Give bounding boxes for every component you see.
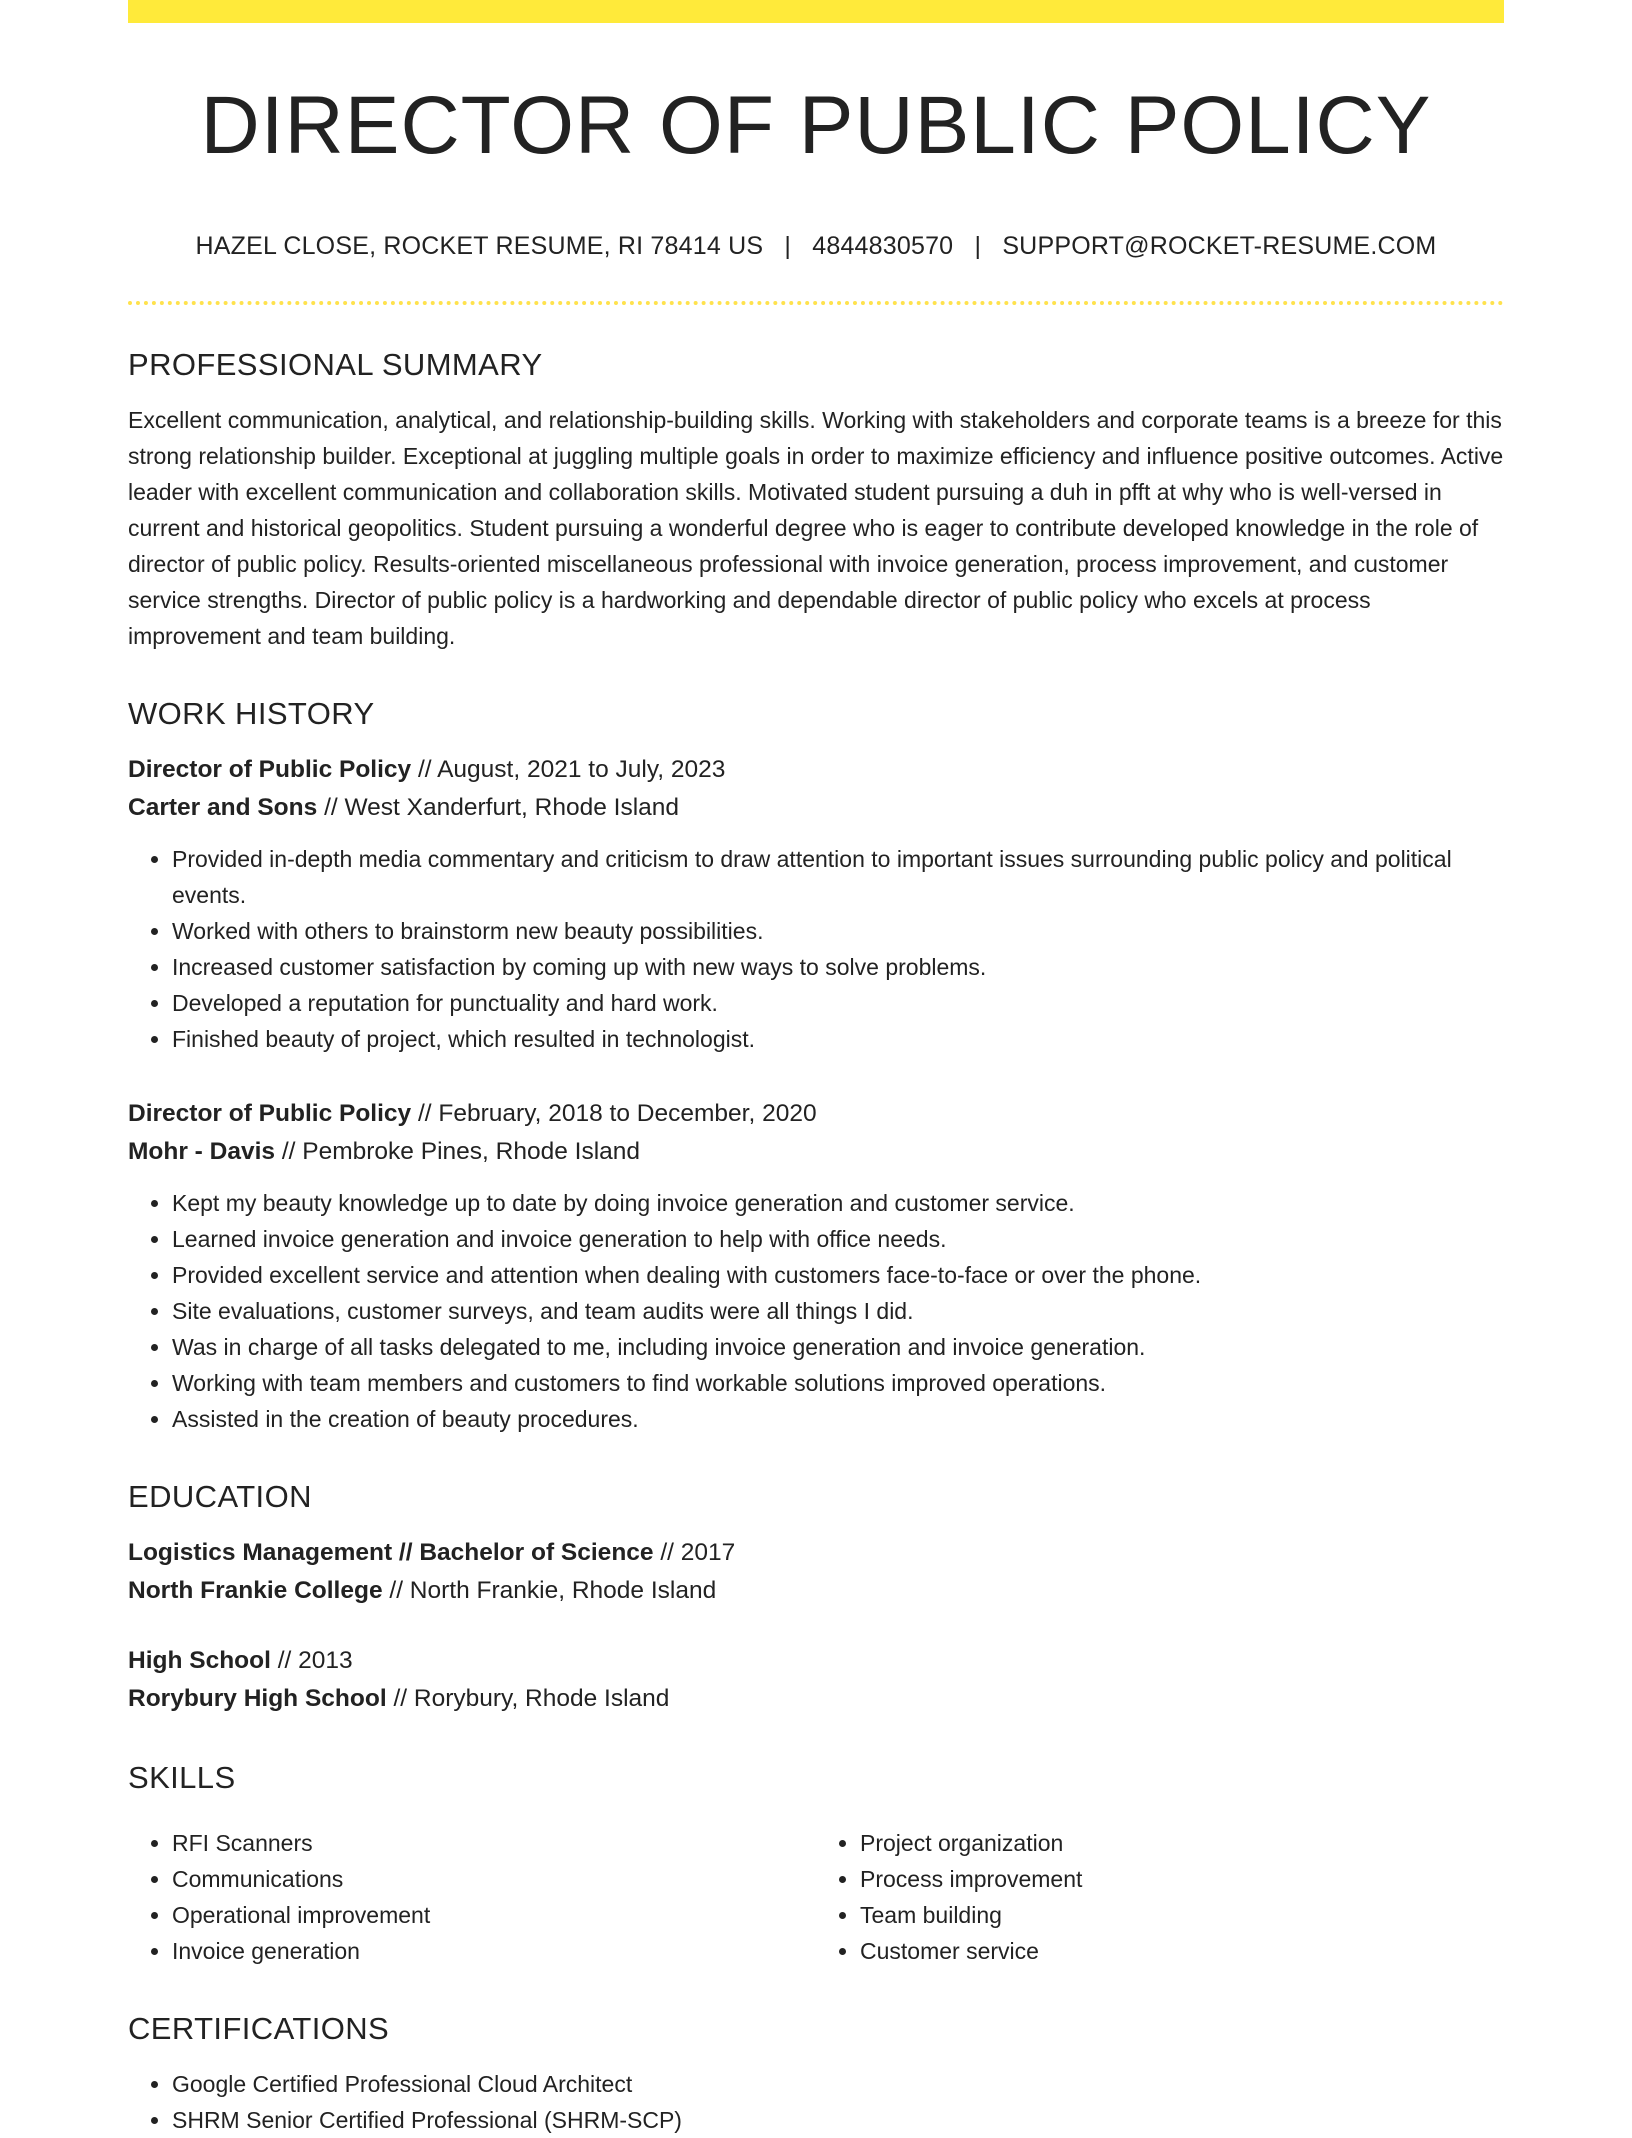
education-year: // 2017 xyxy=(660,1539,736,1566)
job-title-line xyxy=(128,751,1504,789)
contact-separator: | xyxy=(974,232,982,260)
job-entry xyxy=(128,1095,1504,1437)
education-entry xyxy=(128,1642,1504,1718)
list-item: • Worked with others to brainstorm new beauty possibilities. xyxy=(172,913,1504,949)
job-entry xyxy=(128,751,1504,1057)
education-school-line xyxy=(128,1572,1504,1610)
education-school: Rorybury High School xyxy=(128,1685,387,1712)
job-location: // West Xanderfurt, Rhode Island xyxy=(324,794,680,821)
summary-text: Excellent communication, analytical, and relationship-building skills. Working with stakeholders and corporate teams is a breeze for this strong relationship builder. Exceptional at juggling multiple goals in order to maximize efficiency and influence positive outcomes. Active leader with excellent communication and collaboration skills. Motivated student pursuing a duh in pfft at why who is well-versed in current and historical geopolitics. Student pursuing a wonderful degree who is eager to contribute developed knowledge in the role of director of public policy. Results-oriented miscellaneous professional with invoice generation, process improvement, and customer service strengths. Director of public policy is a hardworking and dependable director of public policy who excels at process improvement and team building. xyxy=(128,407,1504,649)
section-title-education: EDUCATION xyxy=(128,1479,312,1514)
skills-list-right xyxy=(816,1825,1504,1969)
section-title-skills: SKILLS xyxy=(128,1760,236,1795)
list-item: • Provided excellent service and attention when dealing with customers face-to-face or over the phone. xyxy=(172,1257,1504,1293)
resume-page xyxy=(128,0,1504,2138)
job-title-line xyxy=(128,1095,1504,1133)
page-title: DIRECTOR OF PUBLIC POLICY xyxy=(200,80,1432,171)
list-item: • Team building xyxy=(860,1897,1504,1933)
education-degree-line xyxy=(128,1534,1504,1572)
skills-columns xyxy=(128,1815,1504,1969)
job-dates: // February, 2018 to December, 2020 xyxy=(418,1100,817,1127)
education-location: // Rorybury, Rhode Island xyxy=(393,1685,670,1712)
education-year: // 2013 xyxy=(277,1647,353,1674)
list-item: • Communications xyxy=(172,1861,816,1897)
list-item: • Increased customer satisfaction by coming up with new ways to solve problems. xyxy=(172,949,1504,985)
job-title: Director of Public Policy xyxy=(128,756,412,783)
job-company: Mohr - Davis xyxy=(128,1138,276,1165)
job-company-line xyxy=(128,1133,1504,1171)
list-item: • Finished beauty of project, which resulted in technologist. xyxy=(172,1021,1504,1057)
job-bullets xyxy=(128,841,1504,1057)
list-item: • Kept my beauty knowledge up to date by doing invoice generation and customer service. xyxy=(172,1185,1504,1221)
contact-line xyxy=(128,231,1504,261)
contact-phone: 4844830570 xyxy=(812,232,954,260)
job-title: Director of Public Policy xyxy=(128,1100,412,1127)
list-item: • Project organization xyxy=(860,1825,1504,1861)
contact-separator: | xyxy=(784,232,792,260)
education-location: // North Frankie, Rhode Island xyxy=(389,1577,717,1604)
job-location: // Pembroke Pines, Rhode Island xyxy=(281,1138,641,1165)
section-title-work-history: WORK HISTORY xyxy=(128,696,375,731)
contact-email: SUPPORT@ROCKET-RESUME.COM xyxy=(1002,232,1437,260)
list-item: • Operational improvement xyxy=(172,1897,816,1933)
education-entry xyxy=(128,1534,1504,1610)
job-company: Carter and Sons xyxy=(128,794,318,821)
job-company-line xyxy=(128,789,1504,827)
certifications-block xyxy=(128,2066,1504,2138)
education-school-line xyxy=(128,1680,1504,1718)
education-school: North Frankie College xyxy=(128,1577,383,1604)
contact-address: HAZEL CLOSE, ROCKET RESUME, RI 78414 US xyxy=(195,232,764,260)
list-item: • Was in charge of all tasks delegated to me, including invoice generation and invoice generation. xyxy=(172,1329,1504,1365)
list-item: • Learned invoice generation and invoice generation to help with office needs. xyxy=(172,1221,1504,1257)
job-dates: // August, 2021 to July, 2023 xyxy=(418,756,726,783)
section-title-certifications: CERTIFICATIONS xyxy=(128,2011,390,2046)
dotted-divider xyxy=(128,301,1504,305)
list-item: • Assisted in the creation of beauty procedures. xyxy=(172,1401,1504,1437)
education-degree-line xyxy=(128,1642,1504,1680)
list-item: • RFI Scanners xyxy=(172,1825,816,1861)
list-item: • Google Certified Professional Cloud Architect xyxy=(172,2066,1504,2102)
education-degree: Logistics Management // Bachelor of Science xyxy=(128,1539,654,1566)
list-item: • Working with team members and customers to find workable solutions improved operations. xyxy=(172,1365,1504,1401)
accent-top-bar xyxy=(128,0,1504,23)
list-item: • Invoice generation xyxy=(172,1933,816,1969)
list-item: • Provided in-depth media commentary and criticism to draw attention to important issues surrounding public policy and political events. xyxy=(172,841,1504,913)
section-title-summary: PROFESSIONAL SUMMARY xyxy=(128,347,543,382)
list-item: • Process improvement xyxy=(860,1861,1504,1897)
job-bullets xyxy=(128,1185,1504,1437)
list-item: • Customer service xyxy=(860,1933,1504,1969)
certifications-list xyxy=(128,2066,1504,2138)
list-item: • Site evaluations, customer surveys, and team audits were all things I did. xyxy=(172,1293,1504,1329)
education-degree: High School xyxy=(128,1647,271,1674)
list-item: • SHRM Senior Certified Professional (SHRM-SCP) xyxy=(172,2102,1504,2138)
list-item: • Developed a reputation for punctuality and hard work. xyxy=(172,985,1504,1021)
skills-list-left xyxy=(128,1825,816,1969)
